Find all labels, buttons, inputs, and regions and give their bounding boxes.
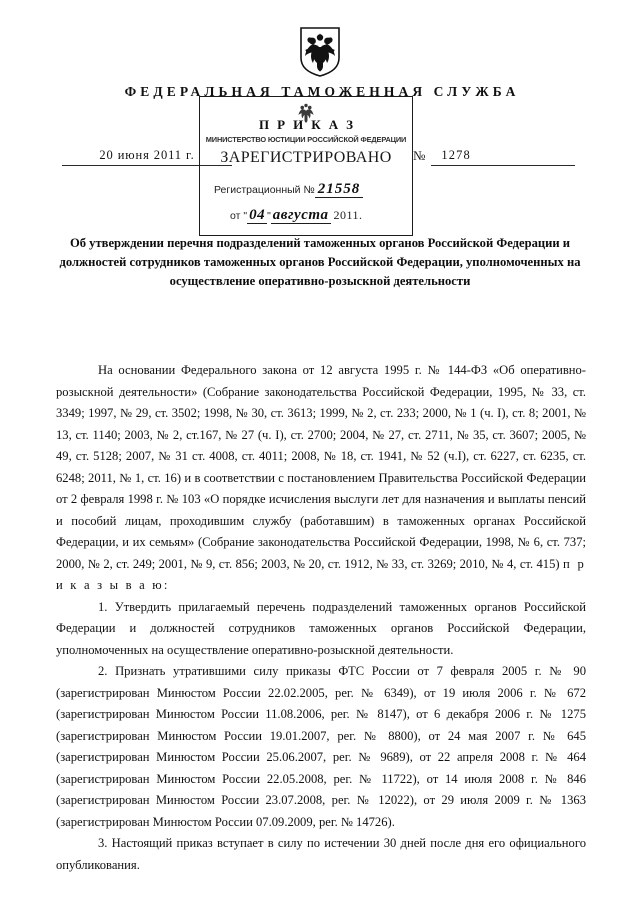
stamp-ministry-name: МИНИСТЕРСТВО ЮСТИЦИИ РОССИЙСКОЙ ФЕДЕРАЦИИ	[205, 135, 407, 144]
stamp-registration-number-label: Регистрационный №	[214, 184, 315, 196]
body-paragraph-3: 3. Настоящий приказ вступает в силу по истечении 30 дней после дня его официального опубликования.	[56, 836, 586, 872]
stamp-registration-number-row	[214, 181, 404, 198]
document-date: 20 июня 2011 г.	[62, 148, 232, 166]
body-paragraph-preamble	[56, 360, 586, 597]
command-word: п р и к а з ы в а ю:	[56, 556, 586, 592]
stamp-date-month: августа	[272, 207, 329, 223]
body-paragraph-1: 1. Утвердить прилагаемый перечень подразделений таможенных органов Российской Федерации и должностей сотрудников таможенных органов Российской Федерации, уполномоченных на осуществление оперативно-розыскной деятельности.	[56, 599, 586, 657]
stamp-date-day: 04	[249, 207, 266, 223]
preamble-text: На основании Федерального закона от 12 августа 1995 г. № 144-ФЗ «Об оперативно-розыскной деятельности» (Собрание законодательства Российской Федерации, 1995, № 33, ст. 3349; 1997, № 29, ст. 3502; 1998, № 30, ст. 3613; 1999, № 2, ст. 233; 2000, № 1 (ч. I), ст. 8; 2001, № 13, ст. 1140; 2003, № 2, ст.167, № 27 (ч. I), ст. 2700; 2004, № 27, ст. 2711, № 35, ст. 3607; 2005, № 49, ст. 5128; 2007, № 31 ст. 4008, ст. 4011; 2008, № 18, ст. 1941, № 52 (ч.I), ст. 6227, ст. 6235, ст. 6248; 2011, № 1, ст. 16) и в соответствии с постановлением Правительства Российской Федерации от 2 февраля 1998 г. № 103 «О порядке исчисления выслуги лет для назначения и выплаты пенсий и пособий лицам, проходившим службу (работавшим) в таможенных органах Российской Федерации, и их семьям» (Собрание законодательства Российской Федерации, 1998, № 6, ст. 737; 2000, № 2, ст. 249; 2001, № 9, ст. 856; 2003, № 20, ст. 1912, № 33, ст. 3269; 2010, № 4, ст. 415)	[56, 363, 586, 571]
stamp-date-row	[230, 207, 406, 224]
document-number-value: 1278	[431, 148, 575, 166]
stamp-date-year: 2011.	[333, 208, 363, 222]
stamp-registration-number-value: 21558	[315, 181, 364, 198]
document-number-field	[413, 148, 575, 168]
stamp-prikaz-heading: П Р И К А З	[258, 117, 356, 132]
body-paragraph-2: 2. Признать утратившими силу приказы ФТС России от 7 февраля 2005 г. № 90 (зарегистрирован Минюстом России 22.02.2005, рег. № 6349), от 19 июля 2006 г. № 672 (зарегистрирован Минюстом России 11.08.2006, рег. № 8147), от 6 декабря 2006 г. № 1275 (зарегистрирован Минюстом России 19.01.2007, рег. № 8800), от 24 мая 2007 г. № 645 (зарегистрирован Минюстом России 25.06.2007, рег. № 9689), от 22 апреля 2008 г. № 464 (зарегистрирован Минюстом России 22.05.2008, рег. № 11722), от 14 июля 2008 г. № 846 (зарегистрирован Минюстом России 23.07.2008, рег. № 12022), от 29 июля 2009 г. № 1363 (зарегистрирован Минюстом России 07.09.2009, рег. № 14726).	[56, 664, 586, 829]
document-title: Об утверждении перечня подразделений таможенных органов Российской Федерации и должностей сотрудников таможенных органов Российской Федерации, уполномоченных на осуществление оперативно-розыскной деятельности	[59, 236, 581, 288]
stamp-date-quote: "	[267, 210, 271, 222]
document-body	[56, 360, 586, 876]
organization-title: ФЕДЕРАЛЬНАЯ ТАМОЖЕННАЯ СЛУЖБА	[124, 84, 520, 99]
stamp-date-prefix: от "	[230, 210, 248, 222]
registration-stamp	[199, 96, 413, 236]
emblem-container	[0, 26, 640, 78]
number-symbol-label: №	[413, 148, 426, 163]
stamp-registered-text: ЗАРЕГИСТРИРОВАНО	[220, 149, 392, 166]
russian-coat-of-arms-icon	[298, 26, 342, 78]
